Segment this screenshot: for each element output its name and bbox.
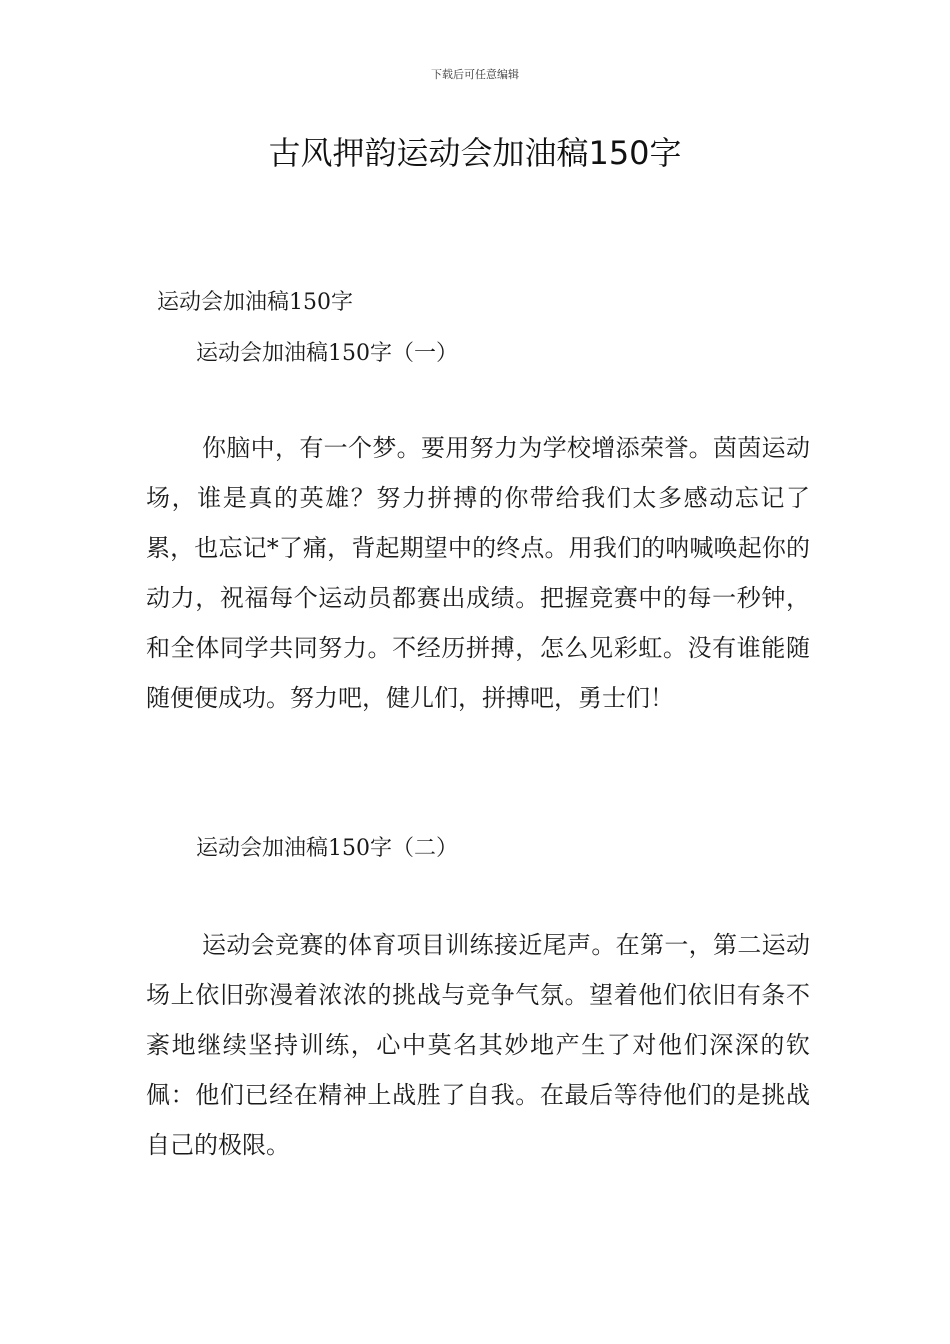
document-subtitle: 运动会加油稿150字 [157, 290, 353, 315]
section-1-body: 你脑中，有一个梦。要用努力为学校增添荣誉。茵茵运动场，谁是真的英雄？努力拼搏的你带给我们太多感动忘记了累，也忘记*了痛，背起期望中的终点。用我们的呐喊唤起你的动力，祝福每个运动员都赛出成绩。把握竞赛中的每一秒钟，和全体同学共同努力。不经历拼搏，怎么见彩虹。没有谁能随随便便成功。努力吧，健儿们，拼搏吧，勇士们！ [146, 434, 810, 712]
document-title: 古风押韵运动会加油稿150字 [268, 134, 682, 172]
section-2-heading: 运动会加油稿150字（二） [196, 836, 458, 861]
header-note: 下载后可任意编辑 [431, 68, 519, 81]
section-1-heading: 运动会加油稿150字（一） [196, 341, 458, 366]
section-2-body: 运动会竞赛的体育项目训练接近尾声。在第一，第二运动场上依旧弥漫着浓浓的挑战与竞争气氛。望着他们依旧有条不紊地继续坚持训练，心中莫名其妙地产生了对他们深深的钦佩：他们已经在精神上战胜了自我。在最后等待他们的是挑战自己的极限。 [146, 931, 810, 1159]
